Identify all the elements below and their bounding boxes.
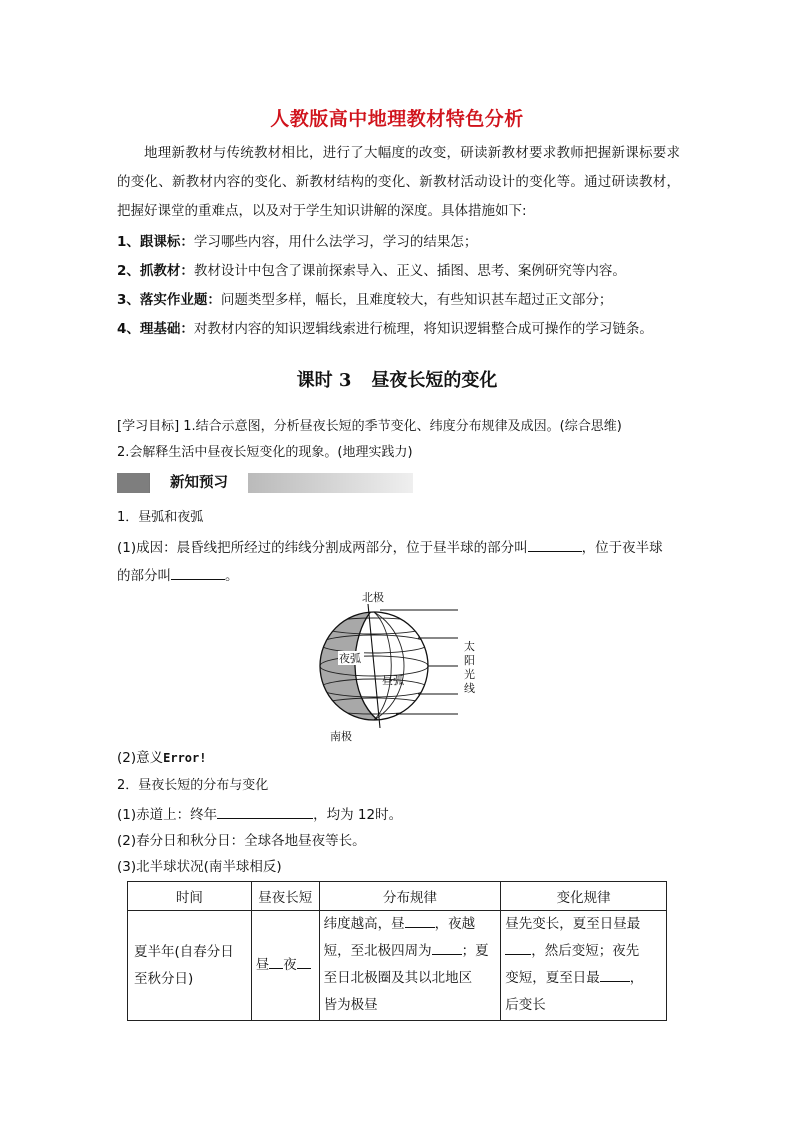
- page-title: 人教版高中地理教材特色分析: [270, 108, 524, 130]
- equinox-line: (2)春分日和秋分日：全球各地昼夜等长。: [117, 833, 366, 849]
- table-row: [128, 911, 667, 1021]
- cause-text-end: 。: [225, 568, 239, 584]
- change-text: 变短，夏至日最: [505, 970, 600, 986]
- section-banner-label: 新知预习: [149, 473, 248, 493]
- lesson-title: [0, 366, 794, 392]
- dist-text: 至日北极圈及其以北地区: [323, 970, 473, 986]
- sunlight-label: 光: [464, 668, 475, 681]
- list-item-label: 3、落实作业题：: [117, 292, 221, 308]
- cause-text-b: ，位于夜半球: [581, 540, 663, 556]
- learning-goals-line1: [学习目标] 1.结合示意图，分析昼夜长短的季节变化、纬度分布规律及成因。(综合思维): [117, 419, 622, 434]
- equator-text-a: (1)赤道上：终年: [117, 807, 218, 823]
- dist-text: 纬度越高，昼: [323, 916, 405, 932]
- cause-line2: [117, 565, 239, 586]
- dist-text: ，夜越: [434, 916, 476, 932]
- answer-blank: [171, 565, 225, 580]
- sunlight-label: 线: [464, 682, 475, 695]
- answer-blank: [269, 954, 283, 969]
- table-cell-distribution: [319, 911, 501, 1021]
- dist-text: 皆为极昼: [323, 997, 378, 1013]
- list-item-text: 问题类型多样，幅长，且难度较大，有些知识甚车超过正文部分；: [220, 292, 613, 308]
- northern-hemisphere-line: (3)北半球状况(南半球相反): [117, 859, 282, 875]
- sunlight-label: 太: [464, 640, 475, 653]
- day-night-arc-diagram: [300, 586, 500, 744]
- list-item-label: 4、理基础：: [117, 321, 194, 337]
- list-item-label: 1、跟课标：: [117, 234, 194, 250]
- list-item-label: 2、抓教材：: [117, 263, 194, 279]
- answer-blank: [528, 537, 582, 552]
- change-text: ，然后变短；夜先: [531, 943, 640, 959]
- list-item-text: 对教材内容的知识逻辑线索进行梳理，将知识逻辑整合成可操作的学习链条。: [193, 321, 653, 337]
- length-day-text: 昼: [255, 957, 270, 973]
- list-item: [117, 290, 687, 310]
- learning-goals-line2: 2.会解释生活中昼夜长短变化的现象。(地理实践力): [117, 445, 413, 460]
- table-cell-time: 夏半年(自春分日至秋分日): [128, 911, 252, 1021]
- cause-line1: [117, 537, 663, 558]
- change-text: 昼先变长，夏至日昼最: [505, 916, 641, 932]
- table-cell-change: [501, 911, 667, 1021]
- equator-text-b: ，均为 12时。: [313, 807, 403, 823]
- lesson-title-main: 昼夜长短的变化: [371, 370, 498, 391]
- section-heading: 1．昼弧和夜弧: [117, 510, 204, 525]
- meaning-line: [117, 748, 206, 768]
- list-item-text: 教材设计中包含了课前探索导入、正义、插图、思考、案例研究等内容。: [193, 263, 626, 279]
- answer-blank: [600, 967, 630, 982]
- intro-paragraph: 地理新教材与传统教材相比，进行了大幅度的改变，研读新教材要求教师把握新课标要求的变化、新教材内容的变化、新教材结构的变化、新教材活动设计的变化等。通过研读教材，把握好课堂的重难点，以及对于学生知识讲解的深度。具体措施如下:: [117, 145, 680, 219]
- south-pole-label: 南极: [330, 730, 352, 743]
- change-text: ，: [629, 970, 644, 986]
- day-arc-label: 昼弧: [382, 674, 404, 687]
- table-cell-length: [251, 911, 319, 1021]
- section-heading: 2．昼夜长短的分布与变化: [117, 778, 269, 793]
- error-marker: Error!: [163, 751, 207, 765]
- sunlight-label: 阳: [464, 654, 475, 667]
- table-header: 变化规律: [501, 882, 667, 911]
- answer-blank: [432, 940, 462, 955]
- list-item: [117, 232, 687, 252]
- meaning-text: (2)意义: [117, 750, 164, 766]
- change-text: 后变长: [505, 997, 546, 1013]
- dist-text: 短，至北极四周为: [323, 943, 432, 959]
- table-header-row: [128, 882, 667, 911]
- lesson-title-prefix: 课时 3: [296, 370, 352, 391]
- list-item: [117, 319, 687, 339]
- section-banner-accent: [117, 473, 149, 493]
- equator-line: [117, 804, 402, 825]
- table-header: 时间: [128, 882, 252, 911]
- answer-blank: [505, 940, 531, 955]
- table-header: 分布规律: [319, 882, 501, 911]
- answer-blank: [297, 954, 311, 969]
- table-header: 昼夜长短: [251, 882, 319, 911]
- dist-text: ；夏: [461, 943, 489, 959]
- cause-text-a: (1)成因：晨昏线把所经过的纬线分割成两部分，位于昼半球的部分叫: [117, 540, 528, 556]
- answer-blank: [217, 804, 313, 819]
- answer-blank: [405, 913, 435, 928]
- length-night-text: 夜: [283, 957, 297, 973]
- north-pole-label: 北极: [362, 591, 384, 604]
- day-length-table: [127, 881, 667, 1021]
- list-item: [117, 261, 687, 281]
- cause-text-c: 的部分叫: [117, 568, 171, 584]
- night-arc-label: 夜弧: [339, 652, 361, 665]
- list-item-text: 学习哪些内容，用什么法学习，学习的结果怎；: [193, 234, 478, 250]
